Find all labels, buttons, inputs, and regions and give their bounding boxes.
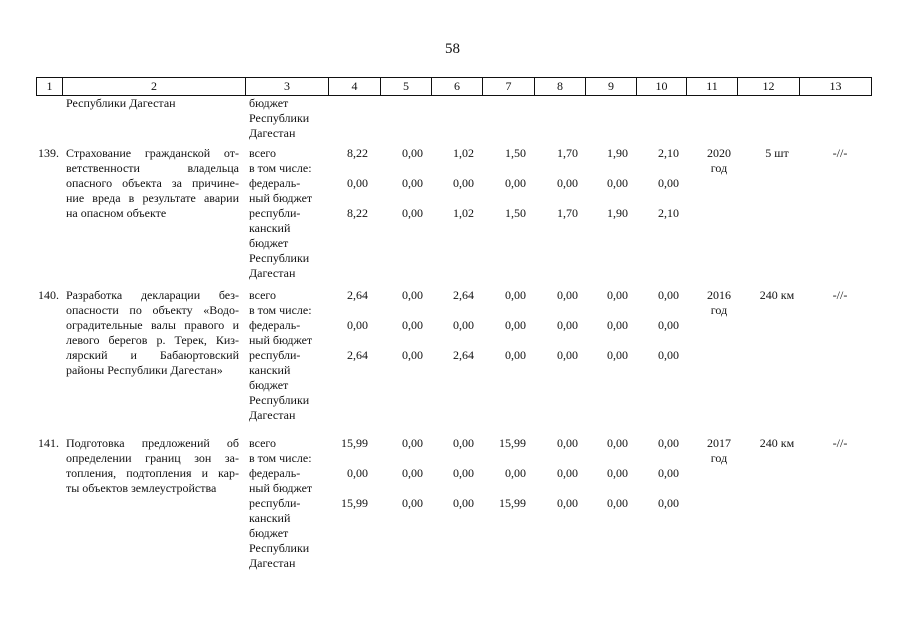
value-republic-col-5: 0,00 [402, 206, 423, 220]
row-description-line: определении границ зон за- [66, 451, 239, 465]
value-republic-col-6: 1,02 [453, 206, 474, 220]
row-executor: -//- [832, 146, 848, 160]
value-total-col-8: 0,00 [557, 436, 578, 450]
row-number: 139. [38, 146, 59, 160]
funding-label-republic: бюджет [249, 236, 289, 250]
funding-label-total: в том числе: [249, 161, 312, 175]
header-col-13: 13 [799, 78, 872, 95]
header-col-4: 4 [328, 78, 380, 95]
value-total-col-6: 1,02 [453, 146, 474, 160]
value-republic-col-5: 0,00 [402, 496, 423, 510]
header-col-7: 7 [482, 78, 534, 95]
value-republic-col-10: 0,00 [658, 496, 679, 510]
value-republic-col-9: 0,00 [607, 348, 628, 362]
value-total-col-10: 2,10 [658, 146, 679, 160]
row-description-line: районы Республики Дагестан» [66, 363, 223, 377]
value-federal-col-4: 0,00 [347, 176, 368, 190]
row-description-line: лярский и Бабаюртовский [66, 348, 239, 362]
funding-label-republic: бюджет [249, 378, 289, 392]
value-federal-col-7: 0,00 [505, 176, 526, 190]
funding-label-total: всего [249, 288, 277, 302]
funding-label-republic: республи- [249, 206, 301, 220]
header-col-1: 1 [36, 78, 62, 95]
row-year-unit: год [710, 161, 728, 175]
value-total-col-6: 2,64 [453, 288, 474, 302]
value-federal-col-5: 0,00 [402, 466, 423, 480]
value-total-col-6: 0,00 [453, 436, 474, 450]
header-col-12: 12 [737, 78, 799, 95]
row-description [66, 146, 239, 221]
value-total-col-5: 0,00 [402, 436, 423, 450]
row-year-value: 2016 [707, 288, 731, 302]
funding-label-total: всего [249, 146, 277, 160]
value-federal-col-5: 0,00 [402, 176, 423, 190]
funding-label-republic: Дагестан [249, 408, 296, 422]
value-federal-col-10: 0,00 [658, 466, 679, 480]
funding-label-total: в том числе: [249, 451, 312, 465]
table-header-row [36, 77, 872, 96]
value-total-col-4: 2,64 [347, 288, 368, 302]
value-republic-col-8: 0,00 [557, 348, 578, 362]
row-indicator: 240 км [759, 288, 795, 302]
value-total-col-5: 0,00 [402, 288, 423, 302]
funding-label-republic: республи- [249, 496, 301, 510]
row-description-line: опасности по объекту «Водо- [66, 303, 239, 317]
funding-label-republic: Дагестан [249, 266, 296, 280]
funding-label-federal: федераль- [249, 466, 301, 480]
value-federal-col-6: 0,00 [453, 318, 474, 332]
funding-label-federal: ный бюджет [249, 481, 313, 495]
continuation-description: Республики Дагестан [66, 96, 176, 110]
header-col-3: 3 [245, 78, 328, 95]
value-republic-col-9: 1,90 [607, 206, 628, 220]
value-federal-col-6: 0,00 [453, 176, 474, 190]
value-federal-col-7: 0,00 [505, 318, 526, 332]
value-total-col-4: 8,22 [347, 146, 368, 160]
value-federal-col-10: 0,00 [658, 176, 679, 190]
value-republic-col-9: 0,00 [607, 496, 628, 510]
row-description-line: ты объектов землеустройства [66, 481, 217, 495]
funding-label-republic: Республики [249, 393, 310, 407]
funding-label-republic: канский [249, 363, 291, 377]
value-federal-col-5: 0,00 [402, 318, 423, 332]
row-year [697, 436, 741, 466]
row-description-line: Страхование гражданской от- [66, 146, 239, 160]
value-total-col-4: 15,99 [341, 436, 368, 450]
value-federal-col-8: 0,00 [557, 318, 578, 332]
value-republic-col-8: 1,70 [557, 206, 578, 220]
value-total-col-7: 0,00 [505, 288, 526, 302]
header-col-8: 8 [534, 78, 585, 95]
funding-label-republic: Дагестан [249, 556, 296, 570]
funding-label-republic: Республики [249, 251, 310, 265]
row-year-value: 2017 [707, 436, 731, 450]
funding-label-republic: канский [249, 511, 291, 525]
value-total-col-8: 1,70 [557, 146, 578, 160]
row-year-unit: год [710, 303, 728, 317]
value-federal-col-4: 0,00 [347, 466, 368, 480]
value-federal-col-4: 0,00 [347, 318, 368, 332]
row-description-line: топления, подтопления и кар- [66, 466, 239, 480]
funding-label-federal: ный бюджет [249, 333, 313, 347]
row-year [697, 146, 741, 176]
value-federal-col-7: 0,00 [505, 466, 526, 480]
value-federal-col-8: 0,00 [557, 176, 578, 190]
value-republic-col-6: 0,00 [453, 496, 474, 510]
value-total-col-10: 0,00 [658, 288, 679, 302]
value-republic-col-7: 0,00 [505, 348, 526, 362]
continuation-funding [249, 96, 309, 141]
row-indicator: 240 км [759, 436, 795, 450]
row-description-line: Разработка декларации без- [66, 288, 239, 302]
value-federal-col-9: 0,00 [607, 318, 628, 332]
value-republic-col-4: 8,22 [347, 206, 368, 220]
value-total-col-9: 0,00 [607, 436, 628, 450]
funding-label-republic: бюджет [249, 526, 289, 540]
funding-label-federal: ный бюджет [249, 191, 313, 205]
row-description-line: на опасном объекте [66, 206, 167, 220]
header-col-9: 9 [585, 78, 636, 95]
value-federal-col-9: 0,00 [607, 176, 628, 190]
row-year-value: 2020 [707, 146, 731, 160]
value-republic-col-4: 15,99 [341, 496, 368, 510]
row-description-line: опасного объекта за причине- [66, 176, 239, 190]
value-republic-col-7: 1,50 [505, 206, 526, 220]
value-federal-col-9: 0,00 [607, 466, 628, 480]
row-funding-labels [249, 288, 312, 423]
funding-label-republic: республи- [249, 348, 301, 362]
value-federal-col-8: 0,00 [557, 466, 578, 480]
row-indicator: 5 шт [765, 146, 789, 160]
value-total-col-8: 0,00 [557, 288, 578, 302]
value-total-col-10: 0,00 [658, 436, 679, 450]
funding-label-total: в том числе: [249, 303, 312, 317]
continuation-funding-line: Республики [249, 111, 310, 125]
value-republic-col-6: 2,64 [453, 348, 474, 362]
value-total-col-9: 1,90 [607, 146, 628, 160]
row-description-line: Подготовка предложений об [66, 436, 239, 450]
row-number: 140. [38, 288, 59, 302]
row-description-line: ветственности владельца [66, 161, 239, 175]
funding-label-republic: Республики [249, 541, 310, 555]
row-description-line: оградительные валы правого и [66, 318, 239, 332]
row-executor: -//- [832, 288, 848, 302]
header-col-6: 6 [431, 78, 482, 95]
funding-label-republic: канский [249, 221, 291, 235]
row-number: 141. [38, 436, 59, 450]
value-republic-col-10: 2,10 [658, 206, 679, 220]
header-col-11: 11 [686, 78, 737, 95]
value-total-col-5: 0,00 [402, 146, 423, 160]
value-republic-col-10: 0,00 [658, 348, 679, 362]
value-republic-col-4: 2,64 [347, 348, 368, 362]
value-republic-col-5: 0,00 [402, 348, 423, 362]
value-republic-col-8: 0,00 [557, 496, 578, 510]
row-description [66, 288, 239, 378]
row-funding-labels [249, 436, 312, 571]
value-total-col-7: 15,99 [499, 436, 526, 450]
header-col-2: 2 [62, 78, 245, 95]
value-total-col-9: 0,00 [607, 288, 628, 302]
row-executor: -//- [832, 436, 848, 450]
value-total-col-7: 1,50 [505, 146, 526, 160]
funding-label-total: всего [249, 436, 277, 450]
funding-label-federal: федераль- [249, 318, 301, 332]
continuation-funding-line: бюджет [249, 96, 289, 110]
value-federal-col-6: 0,00 [453, 466, 474, 480]
row-year-unit: год [710, 451, 728, 465]
continuation-funding-line: Дагестан [249, 126, 296, 140]
header-col-5: 5 [380, 78, 431, 95]
funding-label-federal: федераль- [249, 176, 301, 190]
row-description-line: левого берегов р. Терек, Киз- [66, 333, 239, 347]
row-description [66, 436, 239, 496]
row-funding-labels [249, 146, 312, 281]
row-year [697, 288, 741, 318]
value-republic-col-7: 15,99 [499, 496, 526, 510]
value-federal-col-10: 0,00 [658, 318, 679, 332]
header-col-10: 10 [636, 78, 686, 95]
row-description-line: ние вреда в результате аварии [66, 191, 239, 205]
page-number: 58 [445, 41, 460, 57]
